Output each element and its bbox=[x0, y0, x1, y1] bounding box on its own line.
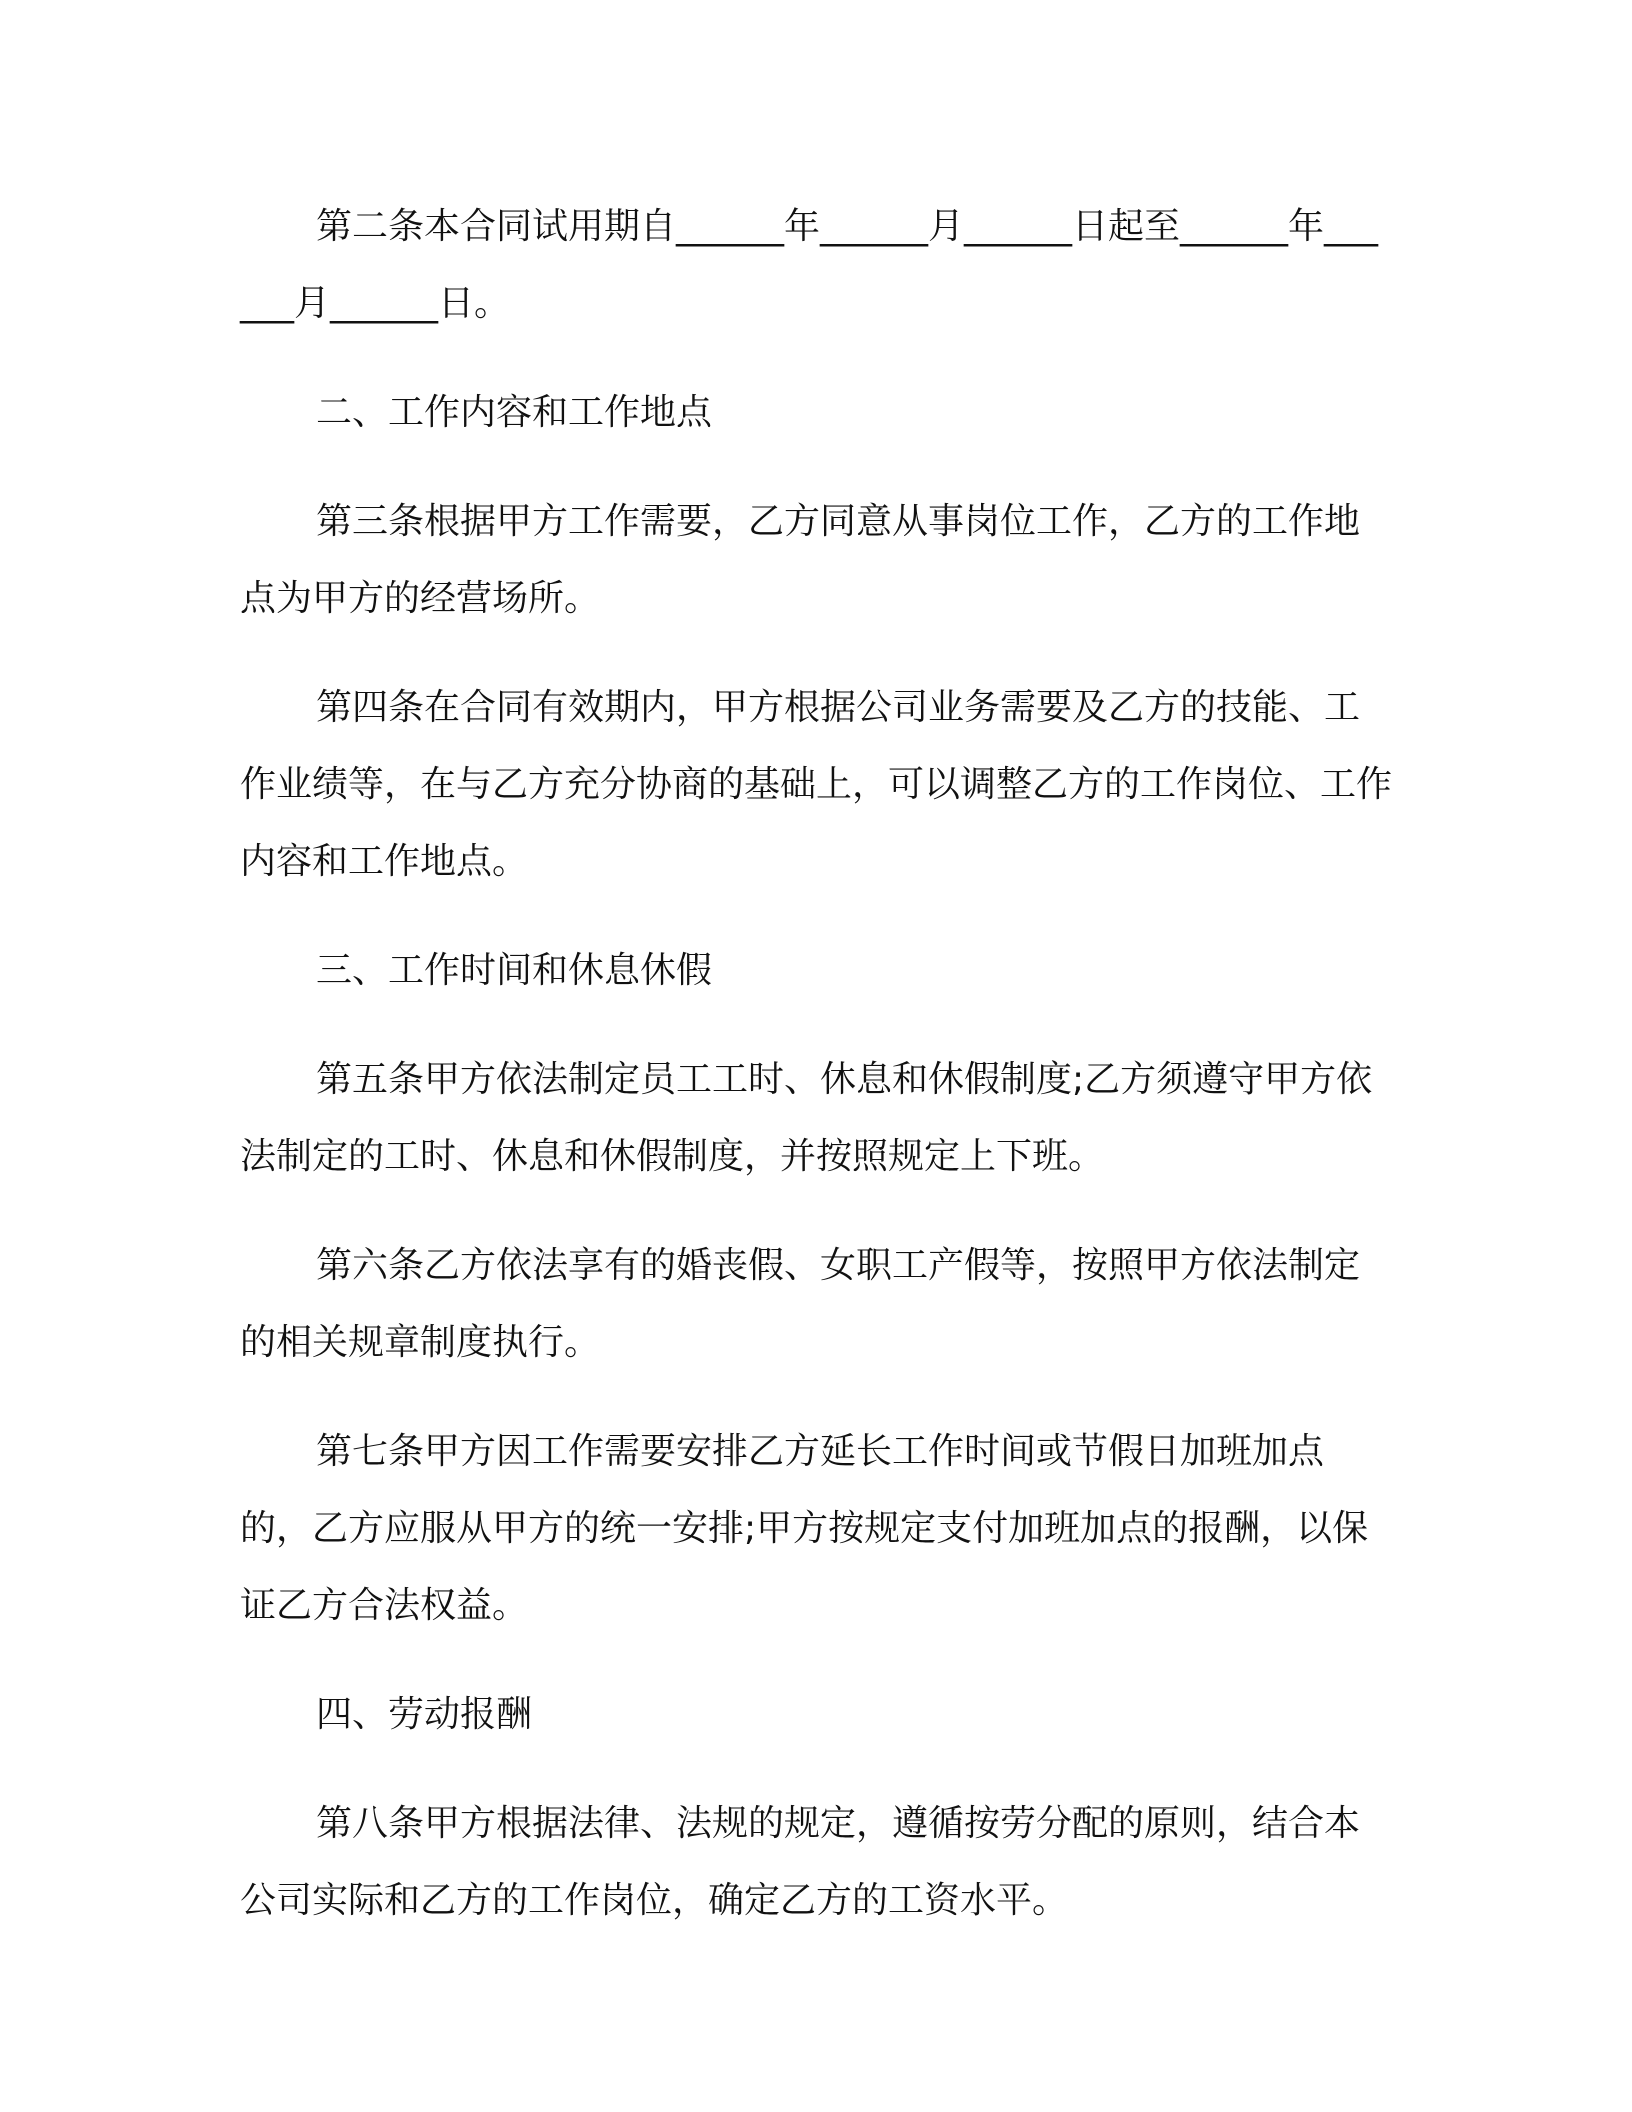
article-6-paragraph: 第六条乙方依法享有的婚丧假、女职工产假等，按照甲方依法制定的相关规章制度执行。 bbox=[240, 1245, 1361, 1363]
section-heading-remuneration: 四、劳动报酬 bbox=[316, 1694, 533, 1735]
article-8-paragraph: 第八条甲方根据法律、法规的规定，遵循按劳分配的原则，结合本公司实际和乙方的工作岗位，确定乙方的工资水平。 bbox=[240, 1803, 1361, 1921]
section-heading-work-content: 二、工作内容和工作地点 bbox=[316, 392, 713, 433]
article-2-paragraph: 第二条本合同试用期自______年______月______日起至______年______月______日。 bbox=[240, 206, 1379, 324]
article-4-paragraph: 第四条在合同有效期内，甲方根据公司业务需要及乙方的技能、工作业绩等，在与乙方充分协商的基础上，可以调整乙方的工作岗位、工作内容和工作地点。 bbox=[240, 687, 1393, 882]
article-7-paragraph: 第七条甲方因工作需要安排乙方延长工作时间或节假日加班加点的，乙方应服从甲方的统一安排;甲方按规定支付加班加点的报酬，以保证乙方合法权益。 bbox=[240, 1431, 1369, 1626]
article-3-paragraph: 第三条根据甲方工作需要，乙方同意从事岗位工作，乙方的工作地点为甲方的经营场所。 bbox=[240, 501, 1361, 619]
article-5-paragraph: 第五条甲方依法制定员工工时、休息和休假制度;乙方须遵守甲方依法制定的工时、休息和休假制度，并按照规定上下班。 bbox=[240, 1059, 1373, 1177]
section-heading-work-hours: 三、工作时间和休息休假 bbox=[316, 950, 713, 991]
